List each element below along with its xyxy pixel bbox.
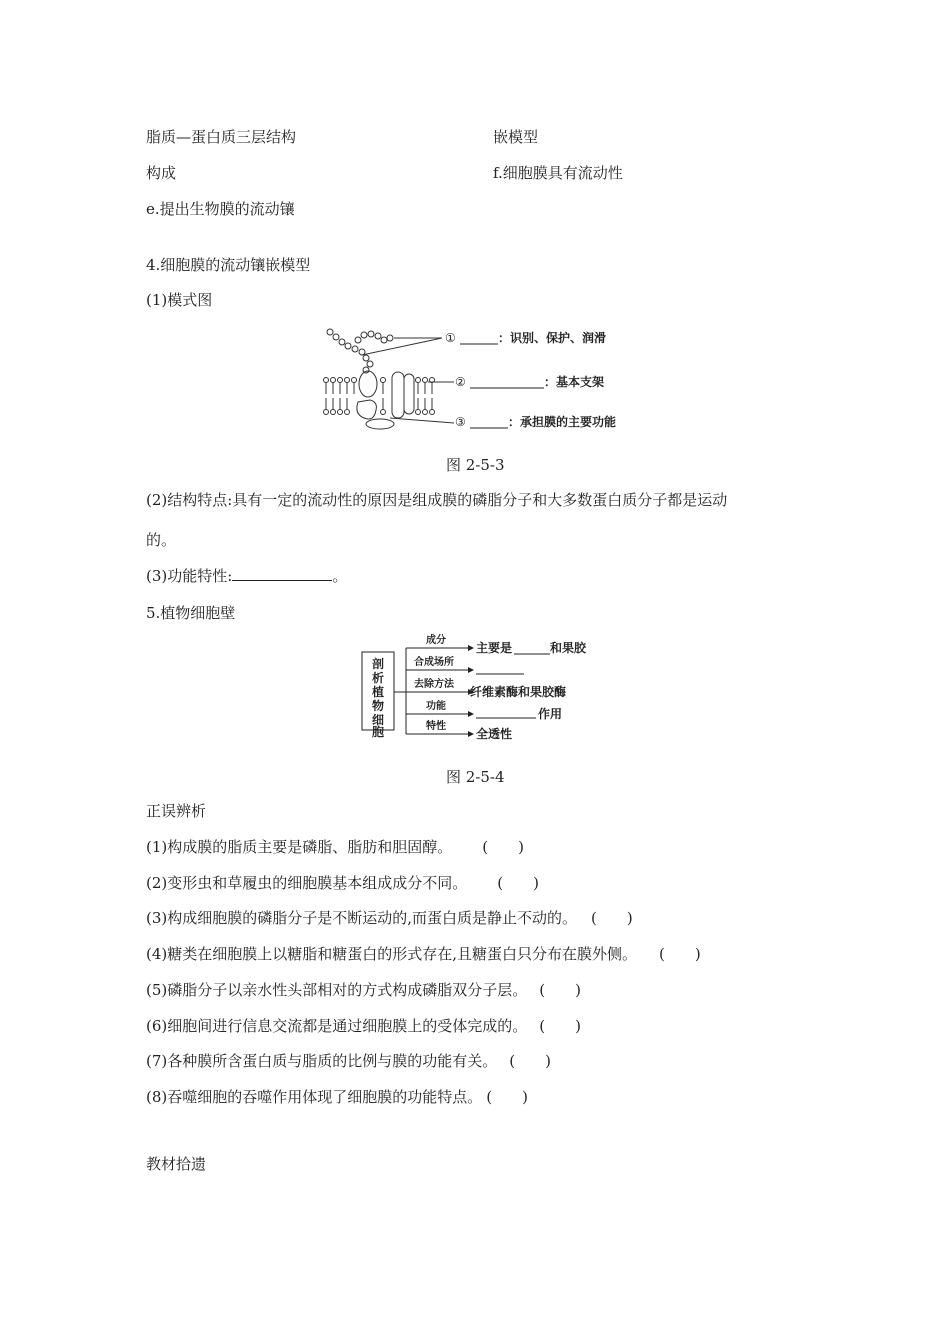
- branch4-label: 功能: [426, 701, 446, 712]
- figure-2-5-3-caption: 图 2-5-3: [446, 456, 505, 474]
- section4-sub3: [146, 566, 347, 586]
- judge-item-5-text: (5)磷脂分子以亲水性头部相对的方式构成磷脂双分子层。: [146, 981, 528, 999]
- judge-item-2-text: (2)变形虫和草履虫的细胞膜基本组成成分不同。: [146, 874, 468, 892]
- branch3-text: 纤维素酶和果胶酶: [470, 685, 567, 699]
- judge-item-3: [146, 908, 633, 928]
- judge-item-4: [146, 944, 701, 964]
- branch5-text: 全透性: [476, 727, 513, 741]
- judge-item-1-paren: ( ): [482, 838, 524, 856]
- section4-sub2-line1: (2)结构特点:具有一定的流动性的原因是组成膜的磷脂分子和大多数蛋白质分子都是运动: [146, 491, 728, 509]
- fig1-label1-text: ：识别、保护、润滑: [498, 331, 607, 345]
- section4-sub3-prefix: (3)功能特性:: [146, 567, 233, 585]
- judge-item-5: [146, 980, 581, 1000]
- branch5-label: 特性: [426, 721, 446, 732]
- fig1-label1-num: ①: [445, 331, 456, 345]
- judge-item-2: [146, 873, 539, 893]
- membrane-model-figure: [318, 322, 638, 434]
- judge-item-6-text: (6)细胞间进行信息交流都是通过细胞膜上的受体完成的。: [146, 1017, 528, 1035]
- box-char-3: 植: [371, 685, 385, 699]
- section4-sub3-suffix: 。: [332, 567, 348, 585]
- judge-item-6: [146, 1016, 581, 1036]
- judge-item-1: [146, 837, 524, 857]
- branch3-label: 去除方法: [414, 679, 454, 690]
- box-char-2: 析: [371, 671, 385, 685]
- section4-title: 4.细胞膜的流动镶嵌模型: [146, 256, 311, 274]
- answer-blank: [232, 566, 332, 581]
- judge-item-8-text: (8)吞噬细胞的吞噬作用体现了细胞膜的功能特点。: [146, 1088, 483, 1106]
- section5-title: 5.植物细胞壁: [146, 604, 236, 622]
- judge-item-8: [146, 1087, 528, 1107]
- fig1-label3-text: ：承担膜的主要功能: [508, 415, 617, 429]
- judge-item-2-paren: ( ): [497, 874, 539, 892]
- top-row2-left: 构成: [146, 164, 177, 182]
- judge-item-7-paren: ( ): [509, 1052, 551, 1070]
- top-row1-right: 嵌模型: [493, 128, 539, 146]
- box-char-6: 胞: [371, 725, 385, 739]
- judge-item-6-paren: ( ): [539, 1017, 581, 1035]
- footer-title: 教材拾遗: [146, 1155, 207, 1173]
- judge-item-4-paren: ( ): [659, 945, 701, 963]
- top-row1-left: 脂质—蛋白质三层结构: [146, 128, 297, 146]
- fig1-label3-num: ③: [455, 415, 466, 429]
- judge-item-5-paren: ( ): [539, 981, 581, 999]
- judge-title: 正误辨析: [146, 802, 207, 820]
- box-char-4: 物: [371, 699, 385, 713]
- judge-item-3-paren: ( ): [591, 909, 633, 927]
- branch4-post: 作用: [538, 707, 563, 721]
- box-char-1: 剖: [371, 657, 385, 671]
- branch2-label: 合成场所: [414, 657, 454, 668]
- fig1-label2-text: ：基本支架: [544, 375, 605, 389]
- box-char-5: 细: [371, 713, 385, 727]
- judge-item-7: [146, 1051, 551, 1071]
- branch1-post: 和果胶: [550, 641, 587, 655]
- judge-item-3-text: (3)构成细胞膜的磷脂分子是不断运动的,而蛋白质是静止不动的。: [146, 909, 578, 927]
- top-row3-left: e.提出生物膜的流动镶: [146, 200, 295, 218]
- branch1-label: 成分: [426, 635, 446, 646]
- judge-item-1-text: (1)构成膜的脂质主要是磷脂、脂肪和胆固醇。: [146, 838, 453, 856]
- judge-item-4-text: (4)糖类在细胞膜上以糖脂和糖蛋白的形式存在,且糖蛋白只分布在膜外侧。: [146, 945, 638, 963]
- section4-sub1: (1)模式图: [146, 291, 213, 309]
- fig1-label2-num: ②: [455, 375, 466, 389]
- figure-2-5-4-caption: 图 2-5-4: [446, 768, 505, 786]
- judge-item-8-paren: ( ): [486, 1088, 528, 1106]
- branch1-pre: 主要是: [476, 641, 513, 655]
- section4-sub2-line2: 的。: [146, 531, 177, 549]
- cell-wall-figure: [358, 630, 598, 746]
- top-row2-right: f.细胞膜具有流动性: [493, 164, 623, 182]
- judge-item-7-text: (7)各种膜所含蛋白质与脂质的比例与膜的功能有关。: [146, 1052, 498, 1070]
